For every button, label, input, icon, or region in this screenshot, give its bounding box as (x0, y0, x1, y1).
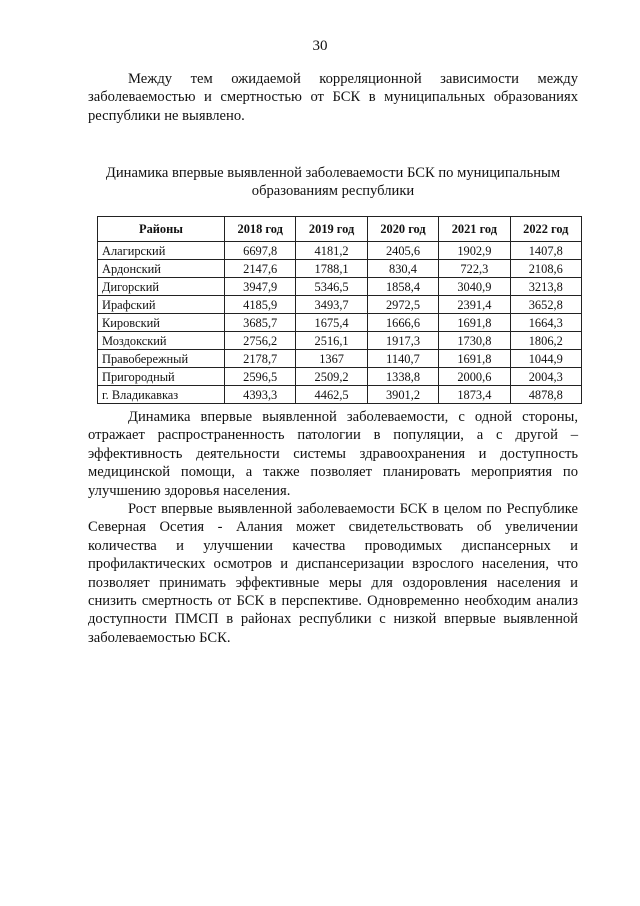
value-cell: 4462,5 (296, 386, 367, 404)
district-name-cell: Алагирский (98, 242, 225, 260)
header-cell-2019: 2019 год (296, 217, 367, 242)
table-row (98, 368, 582, 386)
value-cell: 3685,7 (225, 314, 296, 332)
paragraph-dynamics: Динамика впервые выявленной заболеваемости, с одной стороны, отражает распространенность патологии в популяции, а с другой – эффективность деятельности системы здравоохранения и доступность медицинской помощи, а также позволяет планировать мероприятия по улучшению здоровья населения. (88, 409, 578, 499)
value-cell: 1666,6 (367, 314, 438, 332)
value-cell: 2596,5 (225, 368, 296, 386)
table-row (98, 386, 582, 404)
value-cell: 2405,6 (367, 242, 438, 260)
table-body (98, 242, 582, 404)
value-cell: 1873,4 (439, 386, 510, 404)
value-cell: 2147,6 (225, 260, 296, 278)
value-cell: 5346,5 (296, 278, 367, 296)
value-cell: 1902,9 (439, 242, 510, 260)
value-cell: 830,4 (367, 260, 438, 278)
value-cell: 1691,8 (439, 350, 510, 368)
value-cell: 1044,9 (510, 350, 581, 368)
header-cell-2018: 2018 год (225, 217, 296, 242)
district-name-cell: г. Владикавказ (98, 386, 225, 404)
value-cell: 1788,1 (296, 260, 367, 278)
value-cell: 1407,8 (510, 242, 581, 260)
header-cell-district: Районы (98, 217, 225, 242)
value-cell: 1917,3 (367, 332, 438, 350)
value-cell: 6697,8 (225, 242, 296, 260)
table-title: Динамика впервые выявленной заболеваемости БСК по муниципальным образованиям республики (105, 165, 561, 200)
value-cell: 1806,2 (510, 332, 581, 350)
value-cell: 2756,2 (225, 332, 296, 350)
value-cell: 3652,8 (510, 296, 581, 314)
table-row (98, 242, 582, 260)
header-cell-2022: 2022 год (510, 217, 581, 242)
value-cell: 3493,7 (296, 296, 367, 314)
value-cell: 2516,1 (296, 332, 367, 350)
page-number: 30 (312, 38, 328, 54)
value-cell: 1858,4 (367, 278, 438, 296)
value-cell: 3901,2 (367, 386, 438, 404)
value-cell: 2972,5 (367, 296, 438, 314)
table-row (98, 260, 582, 278)
value-cell: 4878,8 (510, 386, 581, 404)
value-cell: 2108,6 (510, 260, 581, 278)
value-cell: 3040,9 (439, 278, 510, 296)
value-cell: 2391,4 (439, 296, 510, 314)
district-name-cell: Пригородный (98, 368, 225, 386)
value-cell: 4181,2 (296, 242, 367, 260)
paragraph-growth: Рост впервые выявленной заболеваемости БСК в целом по Республике Северная Осетия - Алания может свидетельствовать об увеличении количества и улучшении качества проводимых диспансерных и профилактических осмотров и диспансеризации взрослого населения, что позволяет принимать эффективные меры для оздоровления населения и снизить смертность от БСК в перспективе. Одновременно необходим анализ доступности ПМСП в районах республики с низкой впервые выявленной заболеваемостью БСК. (88, 501, 578, 646)
district-name-cell: Дигорский (98, 278, 225, 296)
value-cell: 1338,8 (367, 368, 438, 386)
value-cell: 1675,4 (296, 314, 367, 332)
value-cell: 1691,8 (439, 314, 510, 332)
district-name-cell: Ардонский (98, 260, 225, 278)
table-row (98, 314, 582, 332)
value-cell: 722,3 (439, 260, 510, 278)
header-cell-2020: 2020 год (367, 217, 438, 242)
district-name-cell: Правобережный (98, 350, 225, 368)
value-cell: 1367 (296, 350, 367, 368)
value-cell: 1730,8 (439, 332, 510, 350)
value-cell: 2004,3 (510, 368, 581, 386)
value-cell: 4185,9 (225, 296, 296, 314)
incidence-table (97, 216, 582, 404)
value-cell: 1140,7 (367, 350, 438, 368)
table-row (98, 278, 582, 296)
paragraph-correlation: Между тем ожидаемой корреляционной зависимости между заболеваемостью и смертностью от БСК в муниципальных образованиях республики не выявлено. (88, 71, 578, 124)
value-cell: 2000,6 (439, 368, 510, 386)
value-cell: 2178,7 (225, 350, 296, 368)
table-row (98, 296, 582, 314)
value-cell: 2509,2 (296, 368, 367, 386)
district-name-cell: Ирафский (98, 296, 225, 314)
district-name-cell: Моздокский (98, 332, 225, 350)
value-cell: 3213,8 (510, 278, 581, 296)
value-cell: 4393,3 (225, 386, 296, 404)
table-row (98, 350, 582, 368)
value-cell: 1664,3 (510, 314, 581, 332)
header-cell-2021: 2021 год (439, 217, 510, 242)
district-name-cell: Кировский (98, 314, 225, 332)
table-row (98, 332, 582, 350)
value-cell: 3947,9 (225, 278, 296, 296)
table-header-row (98, 217, 582, 242)
